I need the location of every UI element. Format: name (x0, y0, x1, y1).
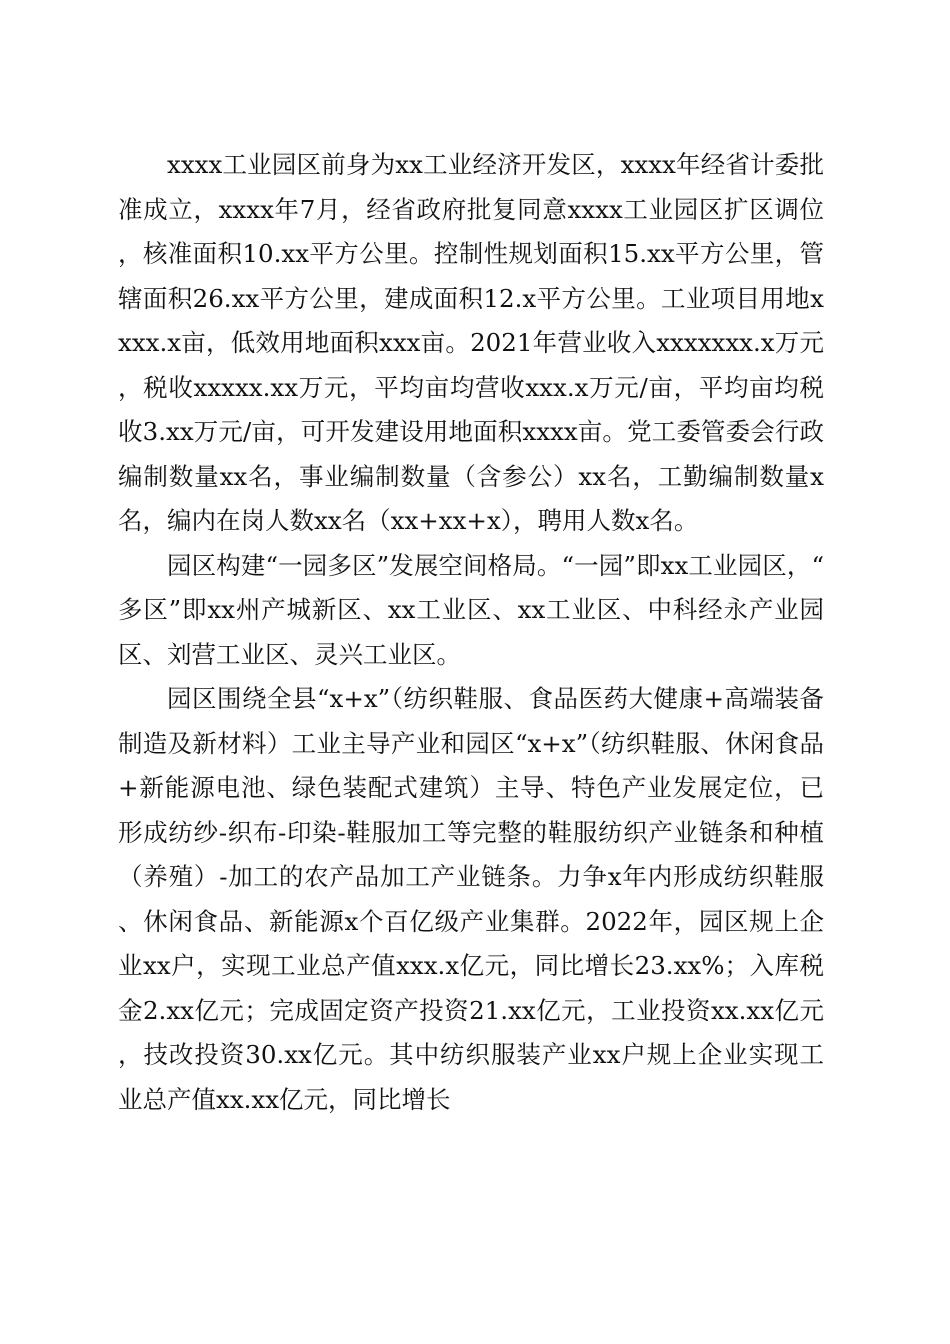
paragraph-spatial-layout: 园区构建“一园多区”发展空间格局。“一园”即xx工业园区，“多区”即xx州产城新区、xx工业区、xx工业区、中科经永产业园区、刘营工业区、灵兴工业区。 (118, 550, 824, 669)
paragraph-park-overview: xxxx工业园区前身为xx工业经济开发区，xxxx年经省计委批准成立，xxxx年7月，经省政府批复同意xxxx工业园区扩区调位，核准面积10.xx平方公里。控制性规划面积15.xx平方公里，管辖面积26.xx平方公里，建成面积12.x平方公里。工业项目用地xxxx.x亩，低效用地面积xxx亩。2021年营业收入xxxxxxx.x万元，税收xxxxx.xx万元，平均亩均营收xxx.x万元/亩，平均亩均税收3.xx万元/亩，可开发建设用地面积xxxx亩。党工委管委会行政编制数量xx名，事业编制数量（含参公）xx名，工勤编制数量x名，编内在岗人数xx名（xx+xx+x），聘用人数x名。 (118, 150, 824, 535)
document-body (118, 143, 824, 1122)
paragraph-industry-chain: 园区围绕全县“x+x”（纺织鞋服、食品医药大健康+高端装备制造及新材料）工业主导产业和园区“x+x”（纺织鞋服、休闲食品+新能源电池、绿色装配式建筑）主导、特色产业发展定位，已形成纺纱-织布-印染-鞋服加工等完整的鞋服纺织产业链条和种植（养殖）-加工的农产品加工产业链条。力争x年内形成纺织鞋服、休闲食品、新能源x个百亿级产业集群。2022年，园区规上企业xx户，实现工业总产值xxx.x亿元，同比增长23.xx%；入库税金2.xx亿元；完成固定资产投资21.xx亿元，工业投资xx.xx亿元，技改投资30.xx亿元。其中纺织服装产业xx户规上企业实现工业总产值xx.xx亿元，同比增长 (118, 684, 824, 1114)
